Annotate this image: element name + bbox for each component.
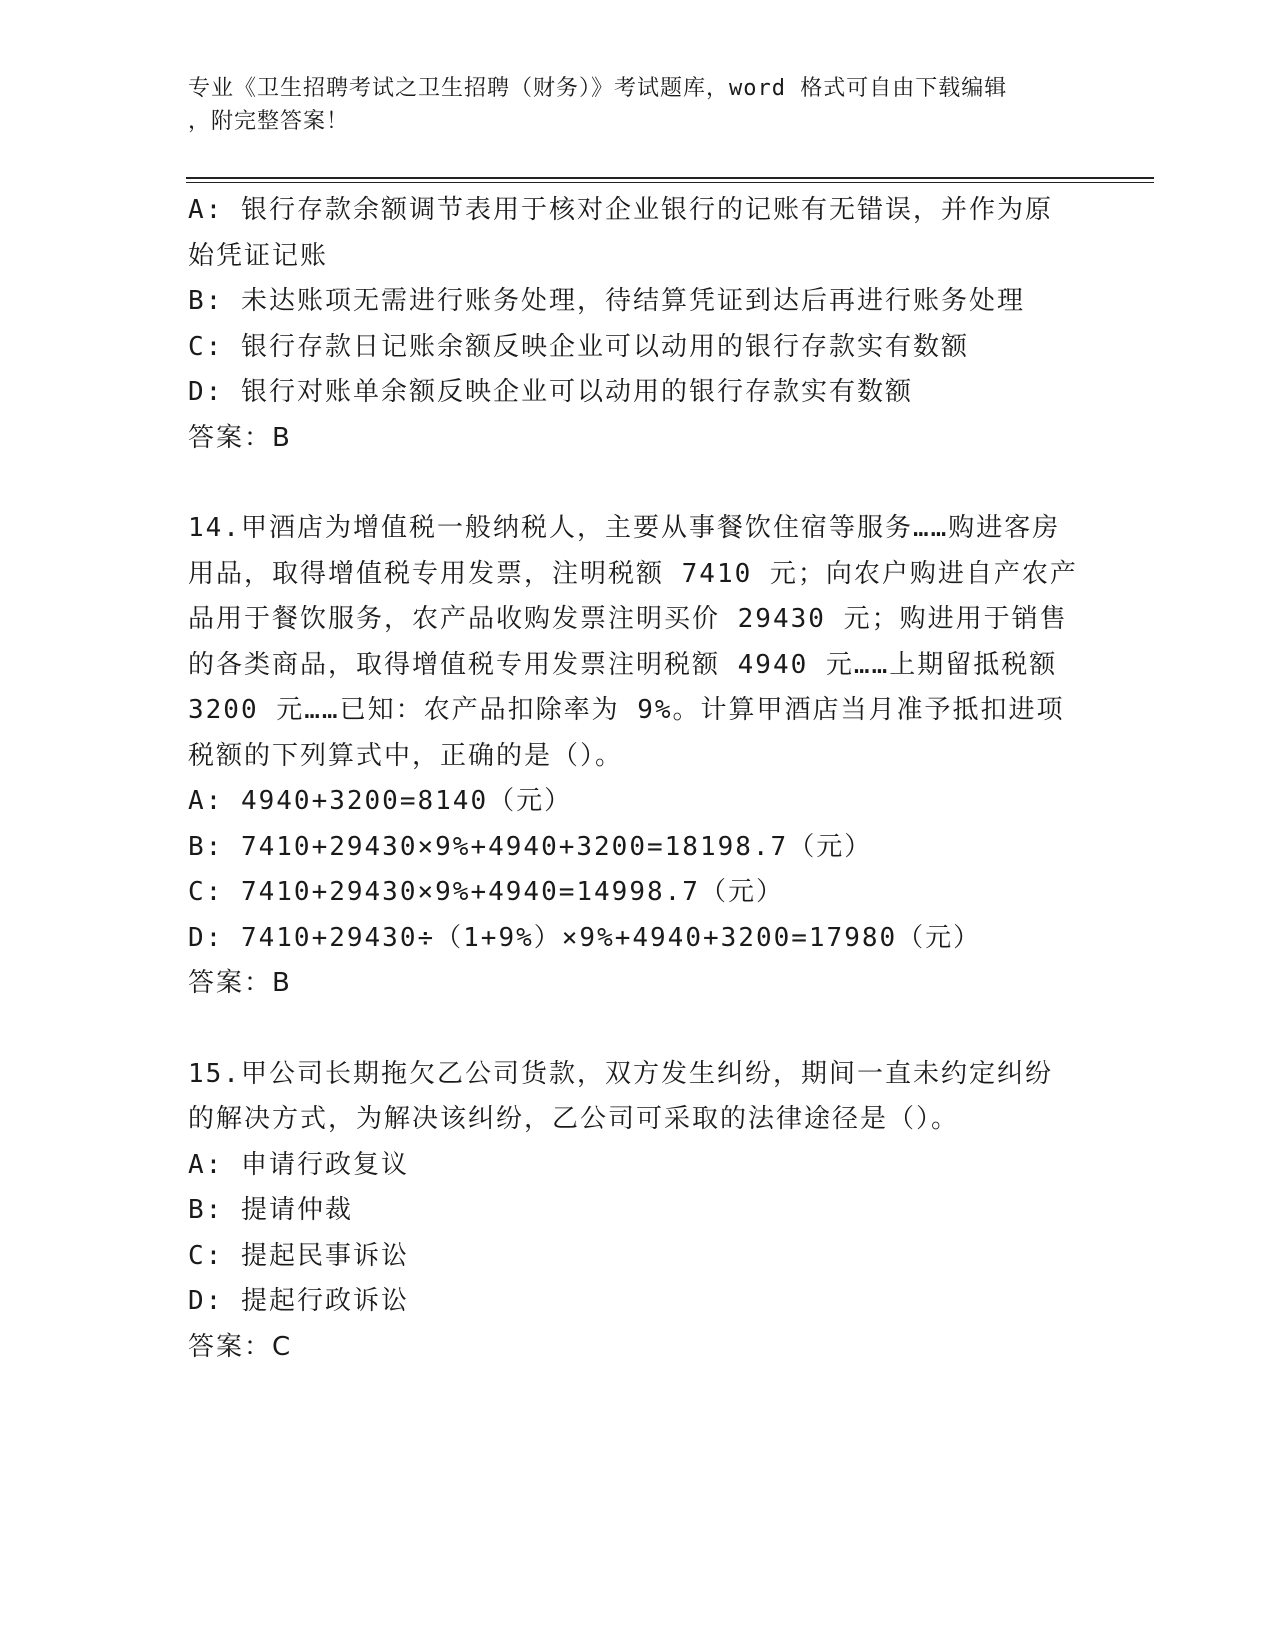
header-divider-thick (186, 177, 1154, 179)
document-header (188, 72, 1068, 138)
question-14 (188, 506, 1078, 1007)
question-15 (188, 1052, 1078, 1371)
q15-answer: 答案：C (188, 1331, 293, 1362)
question-content (188, 188, 1078, 1370)
q14-answer: 答案：B (188, 968, 292, 998)
q13-option-c: C: 银行存款日记账余额反映企业可以动用的银行存款实有数额 (188, 331, 969, 362)
q15-question-text: 15.甲公司长期拖欠乙公司货款，双方发生纠纷，期间一直未约定纠纷的解决方式，为解决该纠纷，乙公司可采取的法律途径是（）。 (188, 1058, 1053, 1134)
question-13 (188, 188, 1078, 461)
q14-question-text: 14.甲酒店为增值税一般纳税人，主要从事餐饮住宿等服务……购进客房用品，取得增值税专用发票，注明税额 7410 元；向农户购进自产农产品用于餐饮服务，农产品收购发票注明买价 29430 元；购进用于销售的各类商品，取得增值税专用发票注明税额 4940 元……上期留抵税额 3200 元……已知：农产品扣除率为 9%。计算甲酒店当月准予抵扣进项税额的下列算式中，正确的是（）。 (188, 513, 1078, 771)
q13-option-b: B: 未达账项无需进行账务处理，待结算凭证到达后再进行账务处理 (188, 286, 1025, 316)
q13-option-a-line-2: 始凭证记账 (188, 240, 329, 271)
q13-option-a-line-1: A: 银行存款余额调节表用于核对企业银行的记账有无错误，并作为原 (188, 195, 1053, 225)
q15-option-a: A: 申请行政复议 (188, 1149, 409, 1180)
q14-option-a: A: 4940+3200=8140（元） (188, 786, 573, 816)
q15-option-d: D: 提起行政诉讼 (188, 1286, 409, 1316)
spacer (188, 1007, 1078, 1052)
q13-option-d: D: 银行对账单余额反映企业可以动用的银行存款实有数额 (188, 377, 913, 407)
header-line-2: ，附完整答案！ (188, 109, 350, 134)
q14-option-b: B: 7410+29430×9%+4940+3200=18198.7（元） (188, 831, 873, 862)
q14-option-c: C: 7410+29430×9%+4940=14998.7（元） (188, 877, 784, 907)
spacer (188, 461, 1078, 506)
q13-answer: 答案：B (188, 422, 292, 453)
header-divider-thin (186, 182, 1154, 183)
header-line-1: 专业《卫生招聘考试之卫生招聘（财务）》考试题库，word 格式可自由下载编辑 (188, 76, 1008, 101)
q15-option-b: B: 提请仲裁 (188, 1195, 353, 1225)
q14-option-d: D: 7410+29430÷（1+9%）×9%+4940+3200=17980（元） (188, 922, 982, 953)
q15-option-c: C: 提起民事诉讼 (188, 1240, 409, 1271)
